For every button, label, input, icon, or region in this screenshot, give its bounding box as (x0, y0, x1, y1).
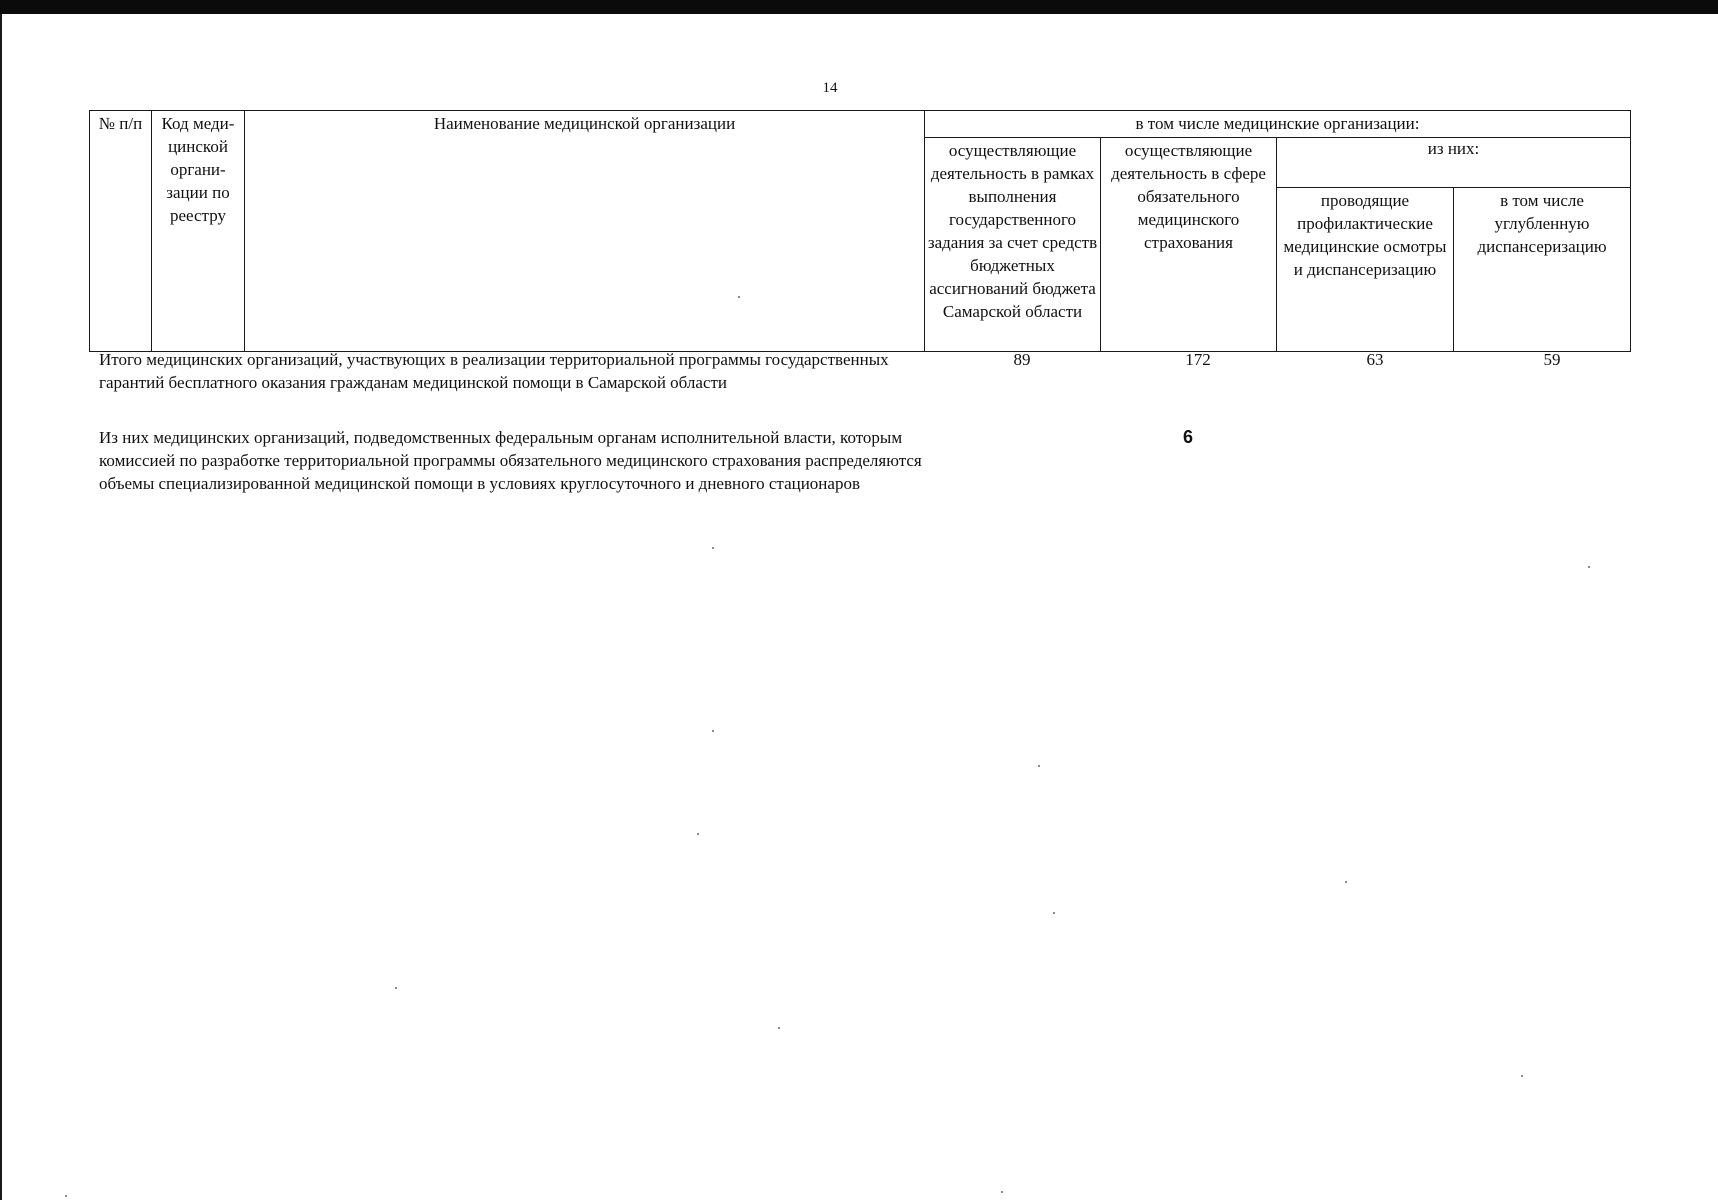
header-in-depth-dispensary: в том числе углубленную диспансеризацию (1454, 188, 1631, 352)
header-prophylactic-exams: проводящие профилактические медицинские осмотры и диспансеризацию (1277, 188, 1454, 352)
total-state-task-value: 89 (1013, 350, 1031, 369)
scan-speck (65, 1195, 67, 1197)
scan-speck (1038, 765, 1040, 767)
organizations-table (89, 110, 1631, 352)
total-prophylactic-value: 63 (1366, 350, 1384, 369)
scan-speck (1588, 566, 1590, 568)
header-oms: осуществляющие деятельность в сфере обязательного медицинского страхования (1101, 138, 1277, 352)
header-registry-code: Код меди-цинской органи-зации по реестру (152, 111, 245, 352)
header-state-task: осуществляющие деятельность в рамках выполнения государственного задания за счет средств бюджетных ассигнований бюджета Самарской области (925, 138, 1101, 352)
scan-speck (1053, 912, 1055, 914)
header-of-them: из них: (1277, 138, 1631, 188)
scan-speck (1001, 1191, 1003, 1193)
scan-speck (1521, 1075, 1523, 1077)
header-including-organizations: в том числе медицинские организации: (925, 111, 1631, 138)
scan-speck (738, 296, 740, 298)
total-in-depth-value: 59 (1543, 350, 1561, 369)
total-label: Итого медицинских организаций, участвующих в реализации территориальной программы государственных гарантий бесплатного оказания гражданам медицинской помощи в Самарской области (99, 350, 889, 392)
header-organization-name: Наименование медицинской организации (245, 111, 925, 352)
scan-left-border (0, 14, 2, 1200)
scan-top-border (0, 0, 1718, 14)
scan-speck (712, 730, 714, 732)
scan-speck (395, 987, 397, 989)
federal-organizations-value: 6 (1182, 427, 1193, 447)
scan-speck (697, 833, 699, 835)
scan-speck (778, 1027, 780, 1029)
scan-speck (1345, 881, 1347, 883)
scan-speck (712, 547, 714, 549)
total-oms-value: 172 (1185, 350, 1211, 369)
federal-organizations-label: Из них медицинских организаций, подведомственных федеральным органам исполнительной власти, которым комиссией по разработке территориальной программы обязательного медицинского страхования распределяются объемы специализированной медицинской помощи в условиях круглосуточного и дневного стационаров (99, 428, 922, 493)
federal-organizations-row (99, 426, 1630, 526)
header-number: № п/п (90, 111, 152, 352)
total-row (99, 348, 1630, 420)
page-number: 14 (822, 80, 838, 96)
